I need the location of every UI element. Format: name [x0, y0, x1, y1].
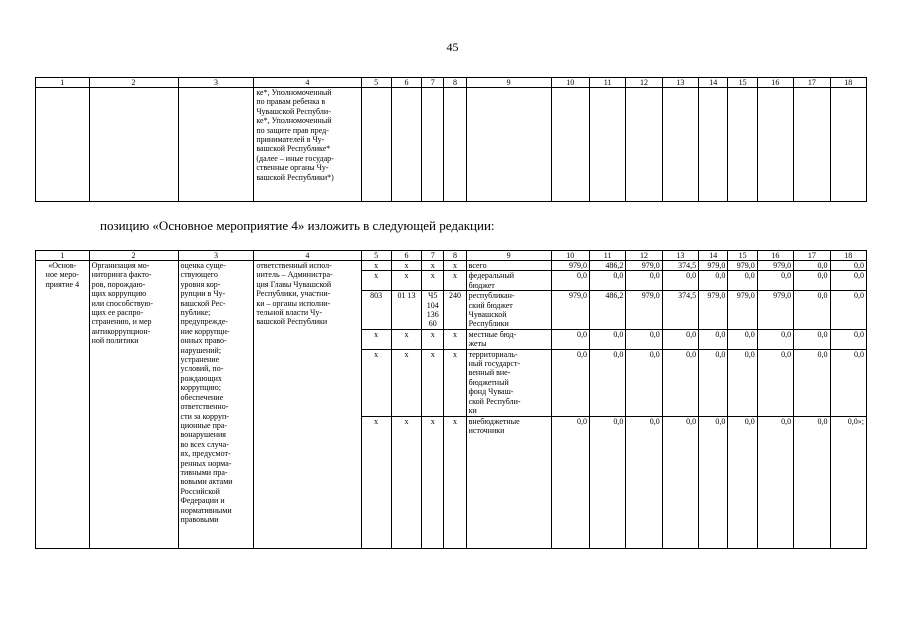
col-number: 17 [794, 78, 830, 88]
tasks-cell: оценка суще- ствующего уровня кор- рупции в Чу- вашской Рес- публике; предупрежде- ние коррупци- онных право- нарушений; устранение условий, по- рождающих коррупцию; обеспечение ответственно- сти за корруп- ционные пра- вонарушения во всех случа- ях, предусмот- ренных норма- тивными пра- вовыми актами Российской Федерации и нормативными правовыми [178, 261, 254, 549]
code-csr: x [422, 271, 444, 291]
value-cell: 0,0 [551, 416, 589, 548]
value-cell: 979,0 [699, 291, 728, 330]
value-cell: 0,0 [757, 416, 793, 548]
code-rzpr: 01 13 [391, 291, 421, 330]
value-cell: 0,0»; [830, 416, 866, 548]
value-cell: 0,0 [830, 291, 866, 330]
value-cell: 0,0 [830, 261, 866, 271]
funding-source: республикан- ский бюджет Чувашской Республики [466, 291, 551, 330]
value-cell: 0,0 [794, 329, 830, 349]
value-cell: 979,0 [699, 261, 728, 271]
value-cell: 979,0 [728, 261, 757, 271]
code-rzpr: x [391, 261, 421, 271]
col-number: 14 [699, 251, 728, 261]
value-cell: 0,0 [728, 329, 757, 349]
col-number: 17 [794, 251, 830, 261]
code-grbs: x [361, 329, 391, 349]
col-number: 12 [626, 251, 662, 261]
code-grbs: x [361, 271, 391, 291]
col-number: 9 [466, 251, 551, 261]
code-grbs: 803 [361, 291, 391, 330]
code-csr: x [422, 349, 444, 416]
value-cell: 0,0 [728, 416, 757, 548]
table-row [36, 261, 867, 271]
col-number: 5 [361, 78, 391, 88]
value-cell: 979,0 [626, 261, 662, 271]
value-cell: 0,0 [794, 416, 830, 548]
col-number: 7 [422, 251, 444, 261]
col-number: 8 [444, 251, 466, 261]
code-vr: x [444, 349, 466, 416]
code-vr: x [444, 329, 466, 349]
value-cell: 0,0 [794, 261, 830, 271]
value-cell: 979,0 [626, 291, 662, 330]
funding-source: местные бюд- жеты [466, 329, 551, 349]
code-grbs: x [361, 416, 391, 548]
code-rzpr: x [391, 329, 421, 349]
value-cell: 374,5 [662, 261, 698, 271]
value-cell: 0,0 [728, 349, 757, 416]
value-cell: 0,0 [757, 329, 793, 349]
value-cell: 0,0 [662, 271, 698, 291]
column-number-row [36, 251, 867, 261]
value-cell: 0,0 [551, 349, 589, 416]
value-cell: 0,0 [699, 416, 728, 548]
col-number: 2 [89, 78, 178, 88]
code-vr: x [444, 416, 466, 548]
code-grbs: x [361, 261, 391, 271]
col-number: 10 [551, 251, 589, 261]
table-row [36, 88, 867, 202]
code-csr: x [422, 329, 444, 349]
value-cell: 0,0 [794, 291, 830, 330]
col-number: 6 [391, 251, 421, 261]
value-cell: 0,0 [626, 416, 662, 548]
value-cell: 0,0 [662, 349, 698, 416]
value-cell: 0,0 [626, 271, 662, 291]
code-rzpr: x [391, 349, 421, 416]
col-number: 1 [36, 251, 90, 261]
code-vr: x [444, 271, 466, 291]
value-cell: 0,0 [626, 349, 662, 416]
col-number: 16 [757, 251, 793, 261]
amendment-instruction: позицию «Основное мероприятие 4» изложить в следующей редакции: [100, 218, 495, 233]
value-cell: 0,0 [551, 329, 589, 349]
col-number: 10 [551, 78, 589, 88]
value-cell: 0,0 [699, 271, 728, 291]
col-number: 15 [728, 251, 757, 261]
col-number: 1 [36, 78, 90, 88]
code-csr: x [422, 261, 444, 271]
value-cell: 0,0 [830, 329, 866, 349]
value-cell: 979,0 [757, 291, 793, 330]
code-vr: 240 [444, 291, 466, 330]
col-number: 15 [728, 78, 757, 88]
value-cell: 0,0 [551, 271, 589, 291]
table-main-activity-4 [35, 250, 867, 549]
col-number: 11 [589, 251, 625, 261]
funding-source: территориаль- ный государст- венный вне- бюджетный фонд Чуваш- ской Республи- ки [466, 349, 551, 416]
col-number: 13 [662, 78, 698, 88]
col-number: 8 [444, 78, 466, 88]
table-continuation [35, 77, 867, 202]
code-rzpr: x [391, 271, 421, 291]
code-rzpr: x [391, 416, 421, 548]
value-cell: 0,0 [757, 349, 793, 416]
code-grbs: x [361, 349, 391, 416]
value-cell: 0,0 [757, 271, 793, 291]
activity-name-cell: «Основ- ное меро- приятие 4 [36, 261, 90, 549]
funding-source: внебюджетные источники [466, 416, 551, 548]
column-number-row [36, 78, 867, 88]
funding-source: федеральный бюджет [466, 271, 551, 291]
col-number: 9 [466, 78, 551, 88]
col-number: 14 [699, 78, 728, 88]
value-cell: 0,0 [589, 416, 625, 548]
value-cell: 0,0 [699, 329, 728, 349]
col-number: 12 [626, 78, 662, 88]
page-number: 45 [446, 40, 459, 54]
col-number: 5 [361, 251, 391, 261]
col-number: 13 [662, 251, 698, 261]
funding-source: всего [466, 261, 551, 271]
value-cell: 0,0 [794, 271, 830, 291]
value-cell: 0,0 [830, 271, 866, 291]
col-number: 3 [178, 251, 254, 261]
col-number: 4 [254, 78, 361, 88]
value-cell: 979,0 [551, 291, 589, 330]
executors-cell: ке*, Уполномоченный по правам ребенка в Чувашской Республи- ке*, Уполномоченный по защите прав пред- принимателей в Чу- вашской Республике* (далее – иные государ- ственные органы Чу- вашской Республики*) [254, 88, 361, 202]
value-cell: 486,2 [589, 291, 625, 330]
col-number: 11 [589, 78, 625, 88]
col-number: 16 [757, 78, 793, 88]
value-cell: 0,0 [662, 329, 698, 349]
value-cell: 0,0 [626, 329, 662, 349]
col-number: 4 [254, 251, 361, 261]
code-csr: x [422, 416, 444, 548]
value-cell: 486,2 [589, 261, 625, 271]
col-number: 6 [391, 78, 421, 88]
activity-description-cell: Организация мо- ниторинга факто- ров, порождаю- щих коррупцию или способствую- щих ее распро- странению, и мер антикоррупцион- ной политики [89, 261, 178, 549]
value-cell: 979,0 [551, 261, 589, 271]
value-cell: 0,0 [589, 329, 625, 349]
code-csr: Ч5 104 136 60 [422, 291, 444, 330]
col-number: 7 [422, 78, 444, 88]
value-cell: 0,0 [699, 349, 728, 416]
col-number: 3 [178, 78, 254, 88]
value-cell: 979,0 [757, 261, 793, 271]
value-cell: 0,0 [728, 271, 757, 291]
executors-cell: ответственный испол- нитель – Администра- ция Главы Чувашской Республики, участни- ки – органы исполни- тельной власти Чу- вашской Республики [254, 261, 361, 549]
col-number: 2 [89, 251, 178, 261]
col-number: 18 [830, 78, 866, 88]
value-cell: 0,0 [830, 349, 866, 416]
value-cell: 979,0 [728, 291, 757, 330]
value-cell: 374,5 [662, 291, 698, 330]
code-vr: x [444, 261, 466, 271]
col-number: 18 [830, 251, 866, 261]
value-cell: 0,0 [794, 349, 830, 416]
value-cell: 0,0 [589, 271, 625, 291]
value-cell: 0,0 [662, 416, 698, 548]
value-cell: 0,0 [589, 349, 625, 416]
